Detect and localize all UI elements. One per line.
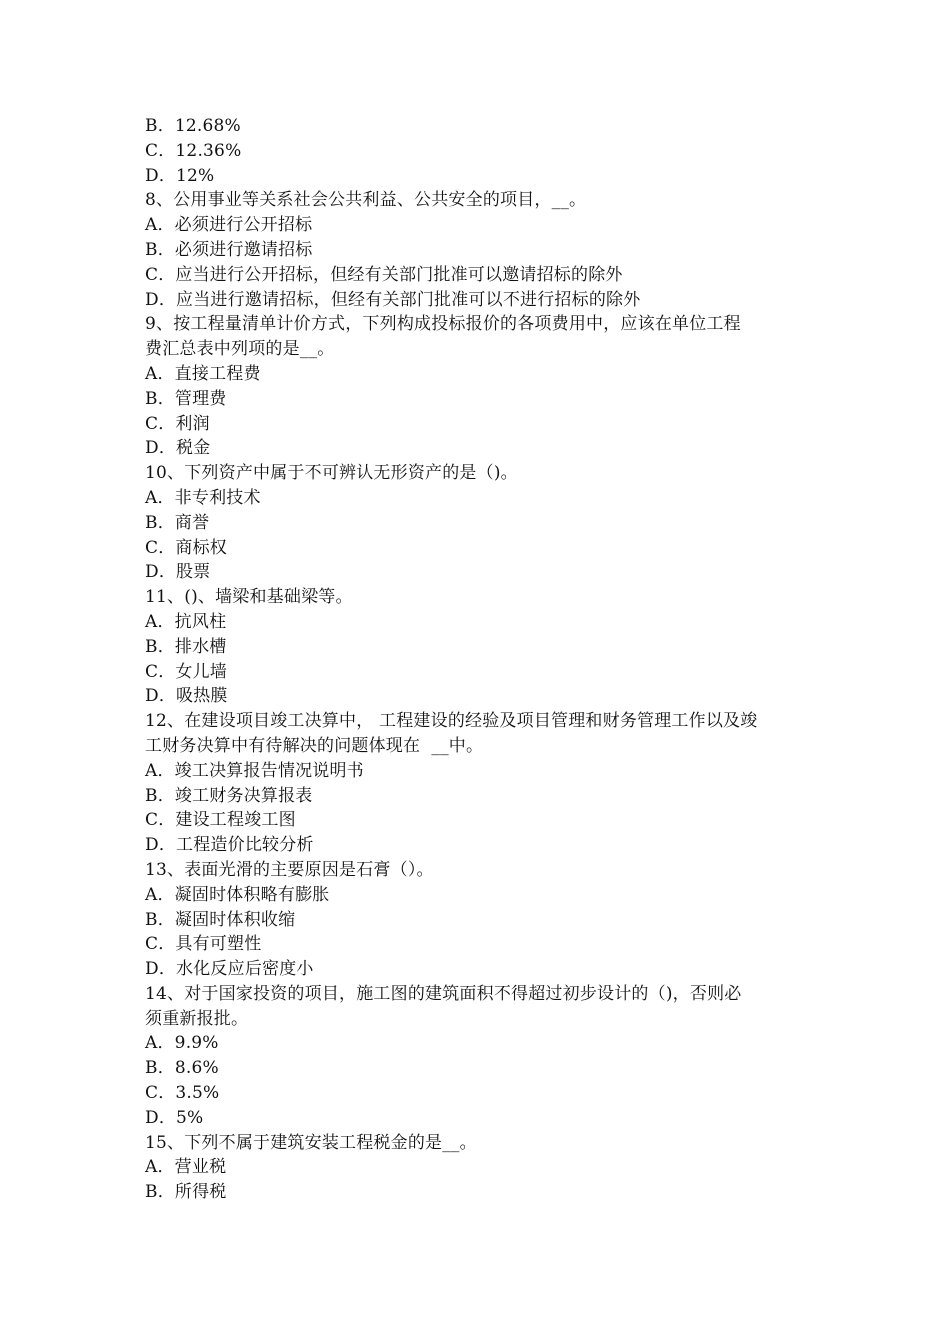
question-14-option-c: C．3.5% (145, 1083, 220, 1104)
question-13-option-c: C．具有可塑性 (145, 934, 262, 955)
question-14-line-2: 须重新报批。 (145, 1008, 249, 1029)
question-13-option-a: A．凝固时体积略有膨胀 (145, 884, 330, 905)
question-12-option-a: A．竣工决算报告情况说明书 (145, 760, 364, 781)
question-14-option-a: A．9.9% (145, 1033, 219, 1054)
question-15: 15、下列不属于建筑安装工程税金的是__。 (145, 1132, 477, 1153)
question-11-option-c: C．女儿墙 (145, 661, 228, 682)
answer-option-d-12: D．12% (145, 165, 215, 186)
question-12-option-c: C．建设工程竣工图 (145, 810, 296, 831)
question-9-line-2: 费汇总表中列项的是__。 (145, 339, 335, 360)
question-14-line-1: 14、对于国家投资的项目，施工图的建筑面积不得超过初步设计的（)，否则必 (145, 983, 742, 1004)
question-10-option-c: C．商标权 (145, 537, 228, 558)
question-8-option-d: D．应当进行邀请招标，但经有关部门批准可以不进行招标的除外 (145, 289, 641, 310)
answer-option-c-12-36: C．12.36% (145, 140, 242, 161)
question-8-option-b: B．必须进行邀请招标 (145, 239, 313, 260)
question-15-option-b: B．所得税 (145, 1182, 227, 1203)
question-10-option-d: D．股票 (145, 562, 211, 583)
question-10: 10、下列资产中属于不可辨认无形资产的是（)。 (145, 463, 518, 484)
question-9-option-b: B．管理费 (145, 388, 227, 409)
question-13: 13、表面光滑的主要原因是石膏（）。 (145, 859, 434, 880)
document-text-block (145, 114, 825, 1205)
question-14-option-b: B．8.6% (145, 1058, 219, 1079)
question-11-option-d: D．吸热膜 (145, 686, 228, 707)
question-11: 11、()、墙梁和基础梁等。 (145, 587, 353, 608)
question-10-option-b: B．商誉 (145, 512, 210, 533)
question-12-line-1: 12、在建设项目竣工决算中， 工程建设的经验及项目管理和财务管理工作以及竣 (145, 711, 758, 732)
question-11-option-b: B．排水槽 (145, 636, 227, 657)
question-8-option-a: A．必须进行公开招标 (145, 215, 313, 236)
question-9-line-1: 9、按工程量清单计价方式，下列构成投标报价的各项费用中，应该在单位工程 (145, 314, 741, 335)
question-9-option-d: D．税金 (145, 438, 211, 459)
question-9-option-a: A．直接工程费 (145, 363, 261, 384)
question-12-line-2: 工财务决算中有待解决的问题体现在 __中。 (145, 735, 484, 756)
question-12-option-d: D．工程造价比较分析 (145, 835, 314, 856)
question-10-option-a: A．非专利技术 (145, 487, 261, 508)
question-12-option-b: B．竣工财务决算报表 (145, 785, 313, 806)
question-15-option-a: A．营业税 (145, 1157, 227, 1178)
question-9-option-c: C．利润 (145, 413, 210, 434)
answer-option-b-12-68: B．12.68% (145, 116, 241, 136)
question-8-option-c: C．应当进行公开招标，但经有关部门批准可以邀请招标的除外 (145, 264, 623, 285)
question-8: 8、公用事业等关系社会公共利益、公共安全的项目，__。 (145, 190, 587, 211)
question-11-option-a: A．抗风柱 (145, 611, 227, 632)
question-14-option-d: D．5% (145, 1107, 204, 1128)
question-13-option-d: D．水化反应后密度小 (145, 959, 314, 980)
question-13-option-b: B．凝固时体积收缩 (145, 909, 296, 930)
